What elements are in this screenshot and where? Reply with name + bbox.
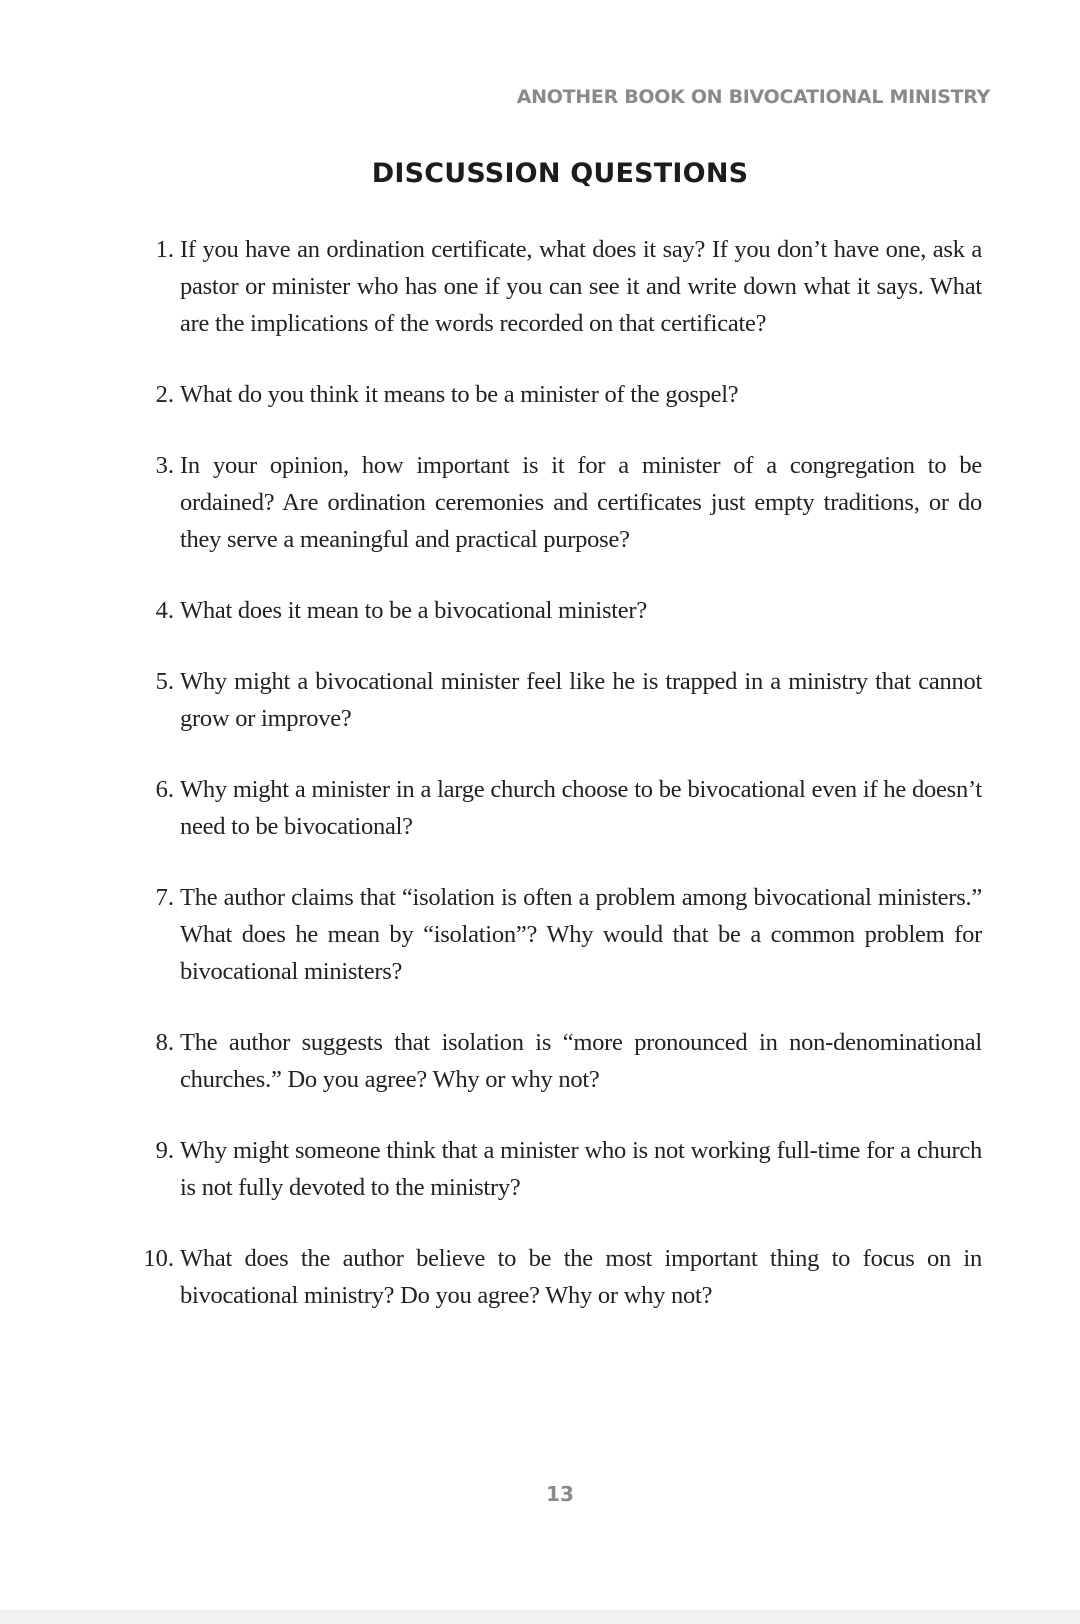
question-number: 9. [155,1137,174,1164]
question-text: The author suggests that isolation is “more pronounced in non-denominational churches.” Do you agree? Why or why not? [180,1029,982,1093]
question-number: 3. [155,452,174,479]
question-number: 6. [155,776,174,803]
question-item-3 [134,447,982,558]
question-item-9 [134,1132,982,1206]
question-number: 5. [155,668,174,695]
page-number: 13 [546,1482,574,1506]
question-number: 1. [155,236,174,263]
question-item-5 [134,663,982,737]
question-number: 2. [155,381,174,408]
question-text: If you have an ordination certificate, what does it say? If you don’t have one, ask a pastor or minister who has one if you can see it and write down what it says. What are the implications of the words recorded on that certificate? [180,236,982,337]
question-text: What do you think it means to be a minister of the gospel? [180,381,739,408]
running-header: ANOTHER BOOK ON BIVOCATIONAL MINISTRY [516,86,990,108]
question-text: What does it mean to be a bivocational minister? [180,597,647,624]
question-number: 8. [155,1029,174,1056]
question-number: 7. [155,884,174,911]
question-text: Why might someone think that a minister who is not working full-time for a church is not fully devoted to the ministry? [180,1137,982,1201]
question-item-10 [134,1240,982,1314]
question-item-1 [134,231,982,342]
question-item-2 [134,376,982,413]
discussion-questions-list [134,231,982,1348]
section-title: DISCUSSION QUESTIONS [371,158,749,189]
question-item-6 [134,771,982,845]
question-number: 10. [143,1245,174,1272]
question-text: What does the author believe to be the most important thing to focus on in bivocational ministry? Do you agree? Why or why not? [180,1245,982,1309]
question-item-8 [134,1024,982,1098]
question-text: Why might a bivocational minister feel like he is trapped in a ministry that cannot grow or improve? [180,668,982,732]
question-text: Why might a minister in a large church choose to be bivocational even if he doesn’t need to be bivocational? [180,776,982,840]
question-item-7 [134,879,982,990]
page-bottom-edge [0,1610,1080,1624]
question-text: In your opinion, how important is it for a minister of a congregation to be ordained? Are ordination ceremonies and certificates just empty traditions, or do they serve a meaningful and practical purpose? [180,452,982,553]
question-item-4 [134,592,982,629]
question-text: The author claims that “isolation is often a problem among bivocational ministers.” What does he mean by “isolation”? Why would that be a common problem for bivocational ministers? [180,884,982,985]
question-number: 4. [155,597,174,624]
